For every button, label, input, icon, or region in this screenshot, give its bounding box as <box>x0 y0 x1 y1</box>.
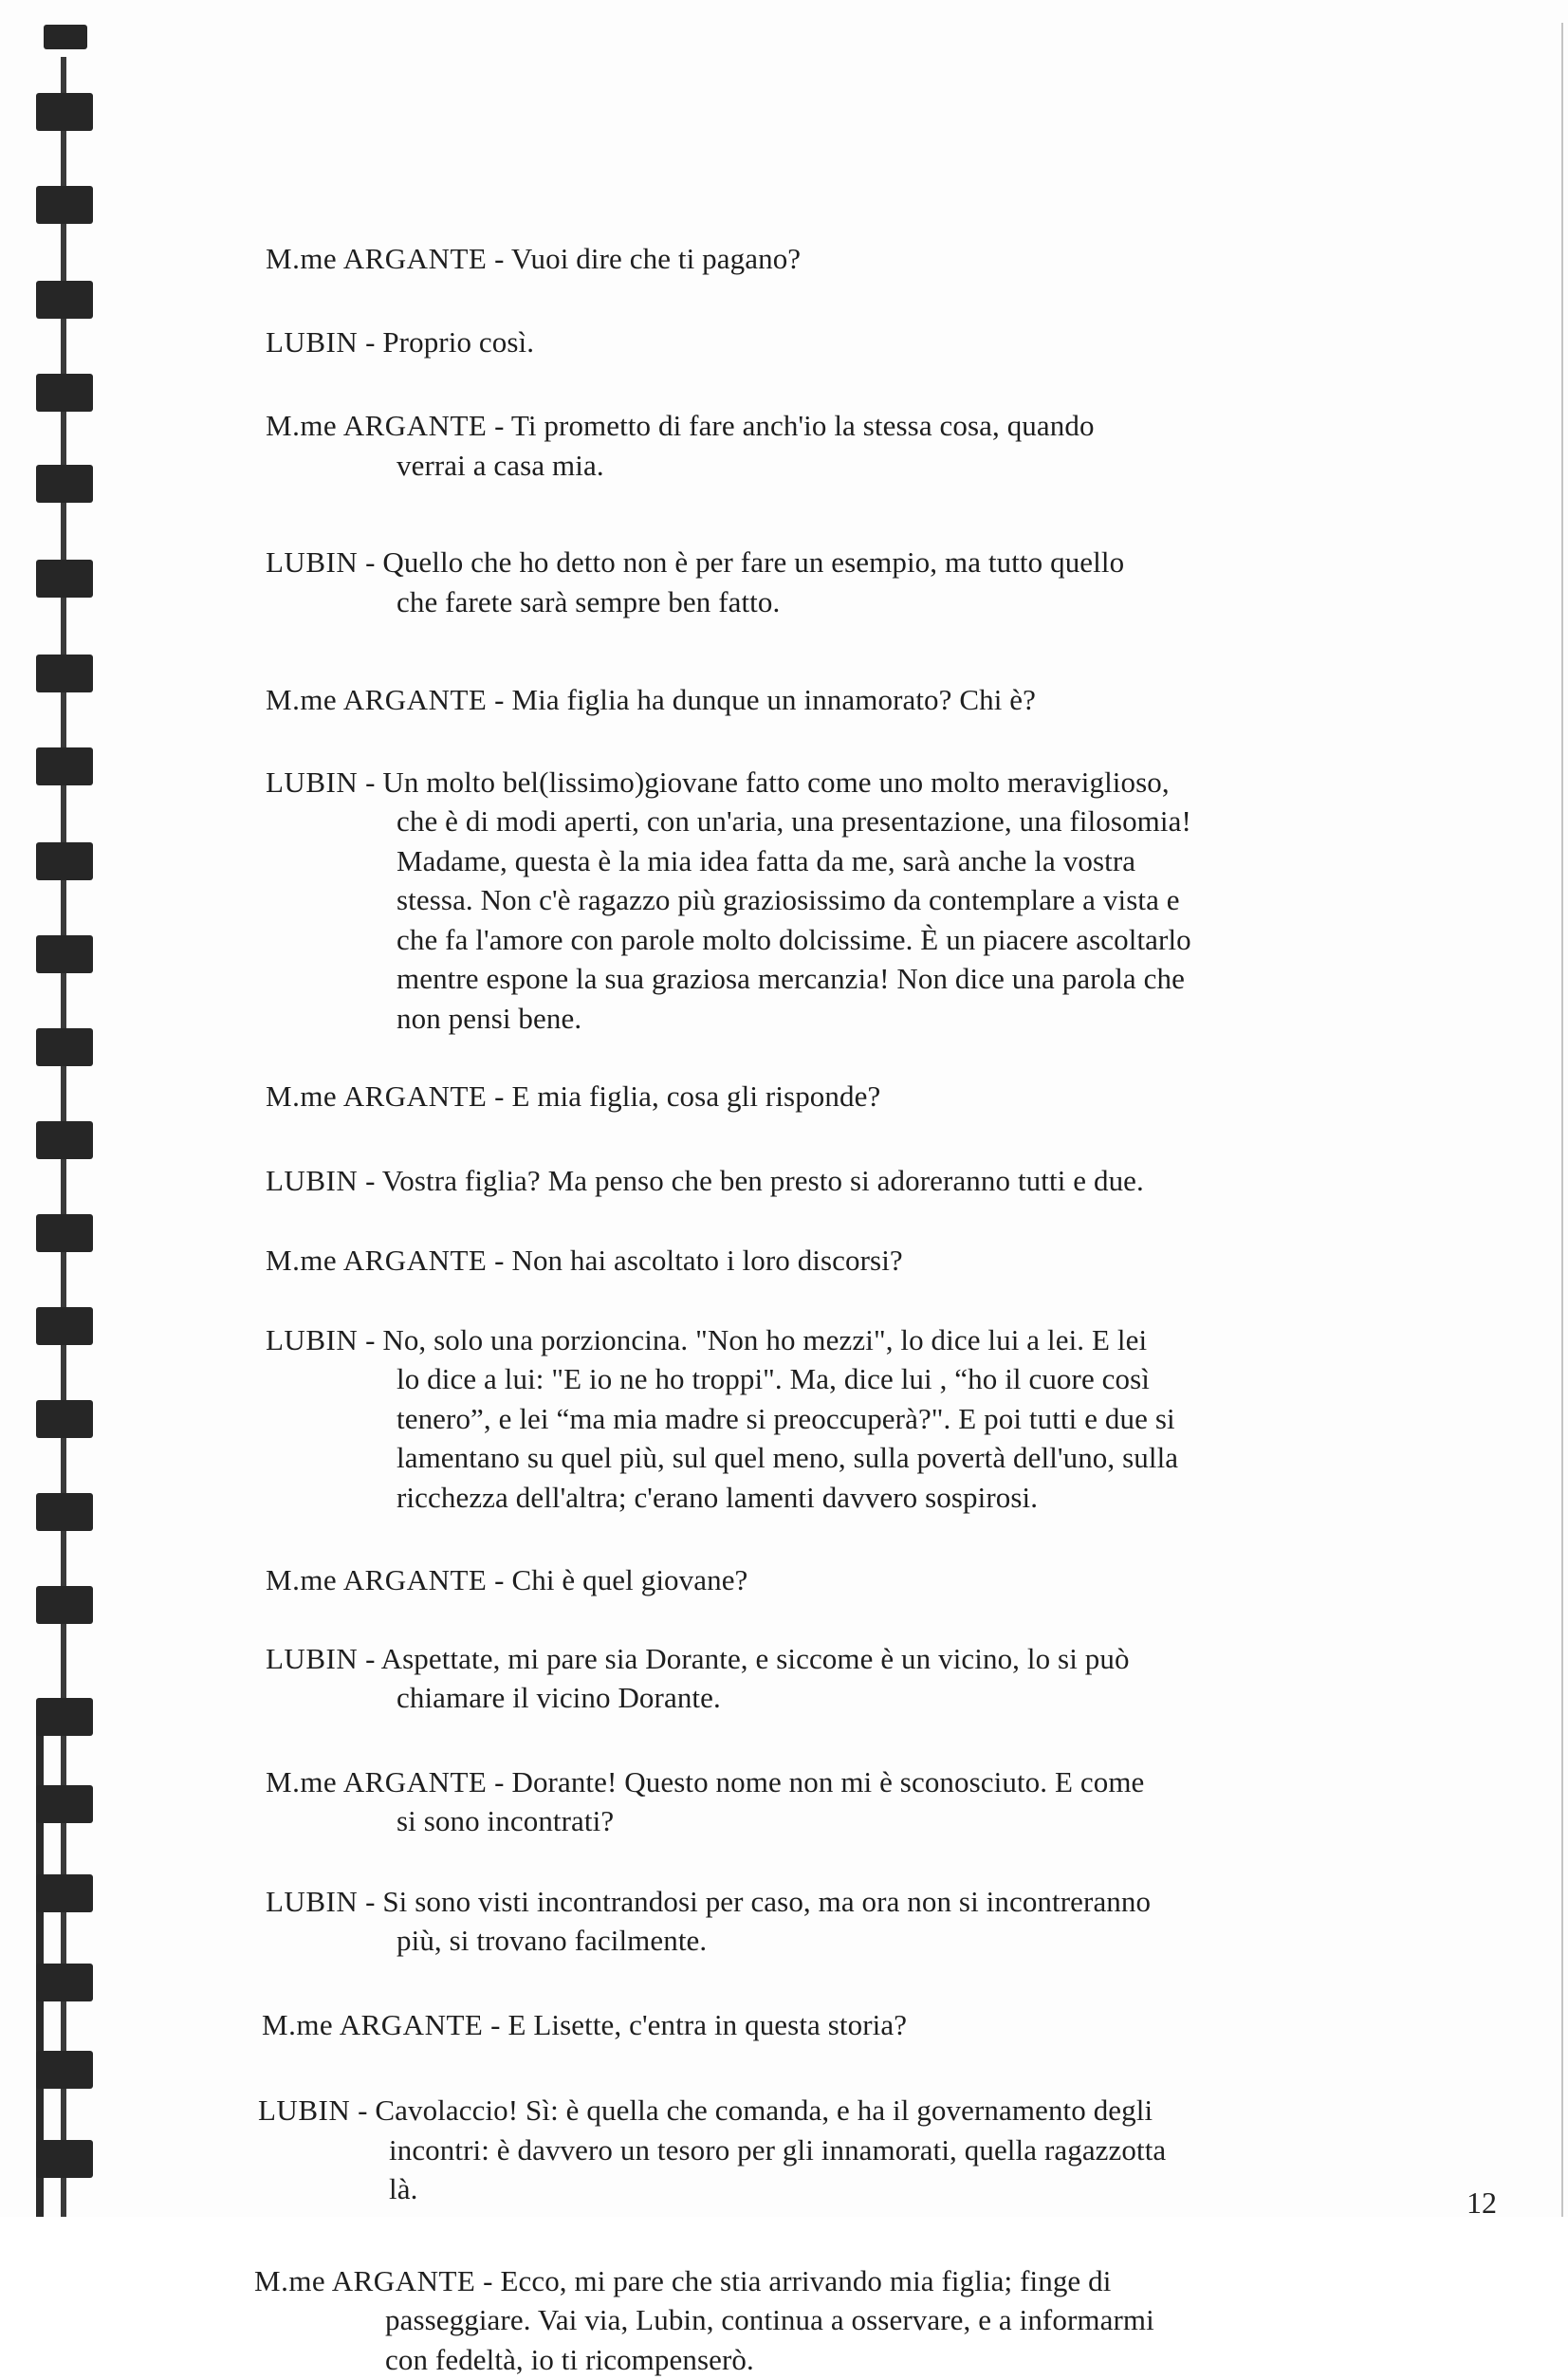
speech-text: Cavolaccio! Sì: è quella che comanda, e ha il governamento degli <box>375 2093 1153 2127</box>
speech-continuation: più, si trovano facilmente. <box>266 1921 1442 1961</box>
dialogue-block <box>266 1161 1442 1201</box>
binding-ring <box>36 1698 93 1736</box>
binding-ring <box>36 1493 93 1531</box>
dialogue-block <box>266 1639 1442 1718</box>
dialogue-block <box>266 680 1442 720</box>
binding-ring <box>36 1785 93 1823</box>
binding-ring <box>36 1586 93 1624</box>
speaker-name: M.me ARGANTE <box>254 2264 475 2297</box>
speaker-separator: - <box>487 242 511 275</box>
speaker-name: LUBIN <box>266 1323 358 1356</box>
speech-text: E mia figlia, cosa gli risponde? <box>511 1079 880 1113</box>
dialogue-block <box>266 1882 1442 1961</box>
speaker-name: M.me ARGANTE <box>266 1244 487 1277</box>
speaker-separator: - <box>358 1885 382 1918</box>
speaker-name: LUBIN <box>258 2093 350 2127</box>
binding-ring <box>36 2051 93 2089</box>
speaker-separator: - <box>475 2264 500 2297</box>
dialogue-block <box>258 2091 1442 2209</box>
speech-text: Vostra figlia? Ma penso che ben presto si adoreranno tutti e due. <box>382 1164 1144 1197</box>
binding-ring <box>36 1964 93 2001</box>
page-edge <box>1561 23 1563 2217</box>
speech-continuation: lo dice a lui: "E io ne ho troppi". Ma, dice lui , “ho il cuore così <box>266 1359 1442 1399</box>
speech-continuation: non pensi bene. <box>266 999 1442 1039</box>
dialogue-block <box>266 1560 1442 1600</box>
binding-ring <box>36 281 93 319</box>
speech-text: Aspettate, mi pare sia Dorante, e siccome è un vicino, lo si può <box>381 1642 1130 1675</box>
speaker-separator: - <box>358 325 382 359</box>
speaker-name: M.me ARGANTE <box>266 1079 487 1113</box>
binding-ring <box>36 655 93 692</box>
speech-continuation: tenero”, e lei “ma mia madre si preoccuperà?". E poi tutti e due si <box>266 1399 1442 1439</box>
binding-ring <box>36 842 93 880</box>
speaker-name: LUBIN <box>266 765 358 799</box>
binding-ring <box>36 747 93 785</box>
speaker-name: LUBIN <box>266 1642 358 1675</box>
speaker-name: M.me ARGANTE <box>266 683 487 716</box>
speech-text: Un molto bel(lissimo)giovane fatto come uno molto meraviglioso, <box>382 765 1169 799</box>
speech-text: Ti prometto di fare anch'io la stessa cosa, quando <box>511 409 1095 442</box>
binding-ring <box>36 935 93 973</box>
speech-text: E Lisette, c'entra in questa storia? <box>507 2008 907 2041</box>
binding-ring <box>36 1874 93 1912</box>
speech-continuation: chiamare il vicino Dorante. <box>266 1678 1442 1718</box>
speech-text: Dorante! Questo nome non mi è sconosciuto. E come <box>511 1765 1144 1798</box>
binding-ring <box>36 186 93 224</box>
speech-continuation: stessa. Non c'è ragazzo più graziosissimo da contemplare a vista e <box>266 880 1442 920</box>
dialogue-block <box>266 763 1442 1039</box>
speaker-separator: - <box>350 2093 375 2127</box>
speaker-separator: - <box>487 1079 511 1113</box>
binding-ring <box>36 374 93 412</box>
speech-continuation: lamentano su quel più, sul quel meno, sulla povertà dell'uno, sulla <box>266 1438 1442 1478</box>
speaker-separator: - <box>487 1765 511 1798</box>
speech-continuation: mentre espone la sua graziosa mercanzia! Non dice una parola che <box>266 959 1442 999</box>
binding-ring <box>44 25 87 49</box>
speech-text: Proprio così. <box>382 325 534 359</box>
speech-text: Ecco, mi pare che stia arrivando mia figlia; finge di <box>500 2264 1111 2297</box>
dialogue-block <box>266 543 1442 621</box>
speaker-separator: - <box>358 1323 382 1356</box>
speech-text: Vuoi dire che ti pagano? <box>511 242 801 275</box>
binding-ring <box>36 1028 93 1066</box>
dialogue-block <box>266 1320 1442 1518</box>
binding-ring <box>36 1307 93 1345</box>
speech-continuation: là. <box>258 2169 1442 2209</box>
speech-text: Mia figlia ha dunque un innamorato? Chi è? <box>511 683 1036 716</box>
binding-ring <box>36 1214 93 1252</box>
dialogue-block <box>266 1241 1442 1281</box>
speech-text: Quello che ho detto non è per fare un esempio, ma tutto quello <box>382 545 1124 579</box>
speaker-separator: - <box>487 1244 511 1277</box>
speech-continuation: che fa l'amore con parole molto dolcissime. È un piacere ascoltarlo <box>266 920 1442 960</box>
speech-continuation: verrai a casa mia. <box>266 446 1442 486</box>
binding-ring <box>36 93 93 131</box>
binding-ring <box>36 1400 93 1438</box>
script-body <box>266 239 1442 2379</box>
speaker-name: LUBIN <box>266 325 358 359</box>
speech-text: Non hai ascoltato i loro discorsi? <box>511 1244 902 1277</box>
binding-ring <box>36 1121 93 1159</box>
speech-continuation: che farete sarà sempre ben fatto. <box>266 582 1442 622</box>
speaker-name: LUBIN <box>266 1164 358 1197</box>
page-number: 12 <box>1467 2185 1497 2221</box>
speaker-name: M.me ARGANTE <box>266 242 487 275</box>
speaker-separator: - <box>358 1164 382 1197</box>
speaker-name: LUBIN <box>266 545 358 579</box>
dialogue-block <box>266 406 1442 485</box>
spiral-binding <box>0 0 104 2217</box>
speaker-name: M.me ARGANTE <box>266 1563 487 1596</box>
speech-continuation: Madame, questa è la mia idea fatta da me, sarà anche la vostra <box>266 841 1442 881</box>
speech-text: Chi è quel giovane? <box>511 1563 747 1596</box>
dialogue-block <box>266 1077 1442 1116</box>
speech-continuation: ricchezza dell'altra; c'erano lamenti davvero sospirosi. <box>266 1478 1442 1518</box>
binding-ring <box>36 465 93 503</box>
speech-continuation: con fedeltà, io ti ricompenserò. <box>254 2340 1442 2379</box>
binding-ring <box>36 560 93 598</box>
dialogue-block <box>254 2261 1442 2379</box>
dialogue-block <box>266 239 1442 279</box>
speaker-separator: - <box>358 1642 380 1675</box>
dialogue-block <box>266 323 1442 362</box>
speaker-name: LUBIN <box>266 1885 358 1918</box>
speech-continuation: incontri: è davvero un tesoro per gli innamorati, quella ragazzotta <box>258 2130 1442 2170</box>
dialogue-block <box>266 1762 1442 1841</box>
dialogue-block <box>262 2005 1442 2045</box>
speaker-separator: - <box>358 545 382 579</box>
speaker-name: M.me ARGANTE <box>262 2008 483 2041</box>
speaker-separator: - <box>487 1563 511 1596</box>
speaker-name: M.me ARGANTE <box>266 409 487 442</box>
speech-continuation: che è di modi aperti, con un'aria, una presentazione, una filosomia! <box>266 802 1442 841</box>
speaker-separator: - <box>483 2008 507 2041</box>
speaker-name: M.me ARGANTE <box>266 1765 487 1798</box>
speech-text: Si sono visti incontrandosi per caso, ma ora non si incontreranno <box>382 1885 1151 1918</box>
speech-continuation: passeggiare. Vai via, Lubin, continua a osservare, e a informarmi <box>254 2300 1442 2340</box>
speech-continuation: si sono incontrati? <box>266 1801 1442 1841</box>
speaker-separator: - <box>487 683 511 716</box>
speech-text: No, solo una porzioncina. "Non ho mezzi", lo dice lui a lei. E lei <box>382 1323 1147 1356</box>
speaker-separator: - <box>487 409 511 442</box>
binding-ring <box>36 2140 93 2178</box>
speaker-separator: - <box>358 765 382 799</box>
